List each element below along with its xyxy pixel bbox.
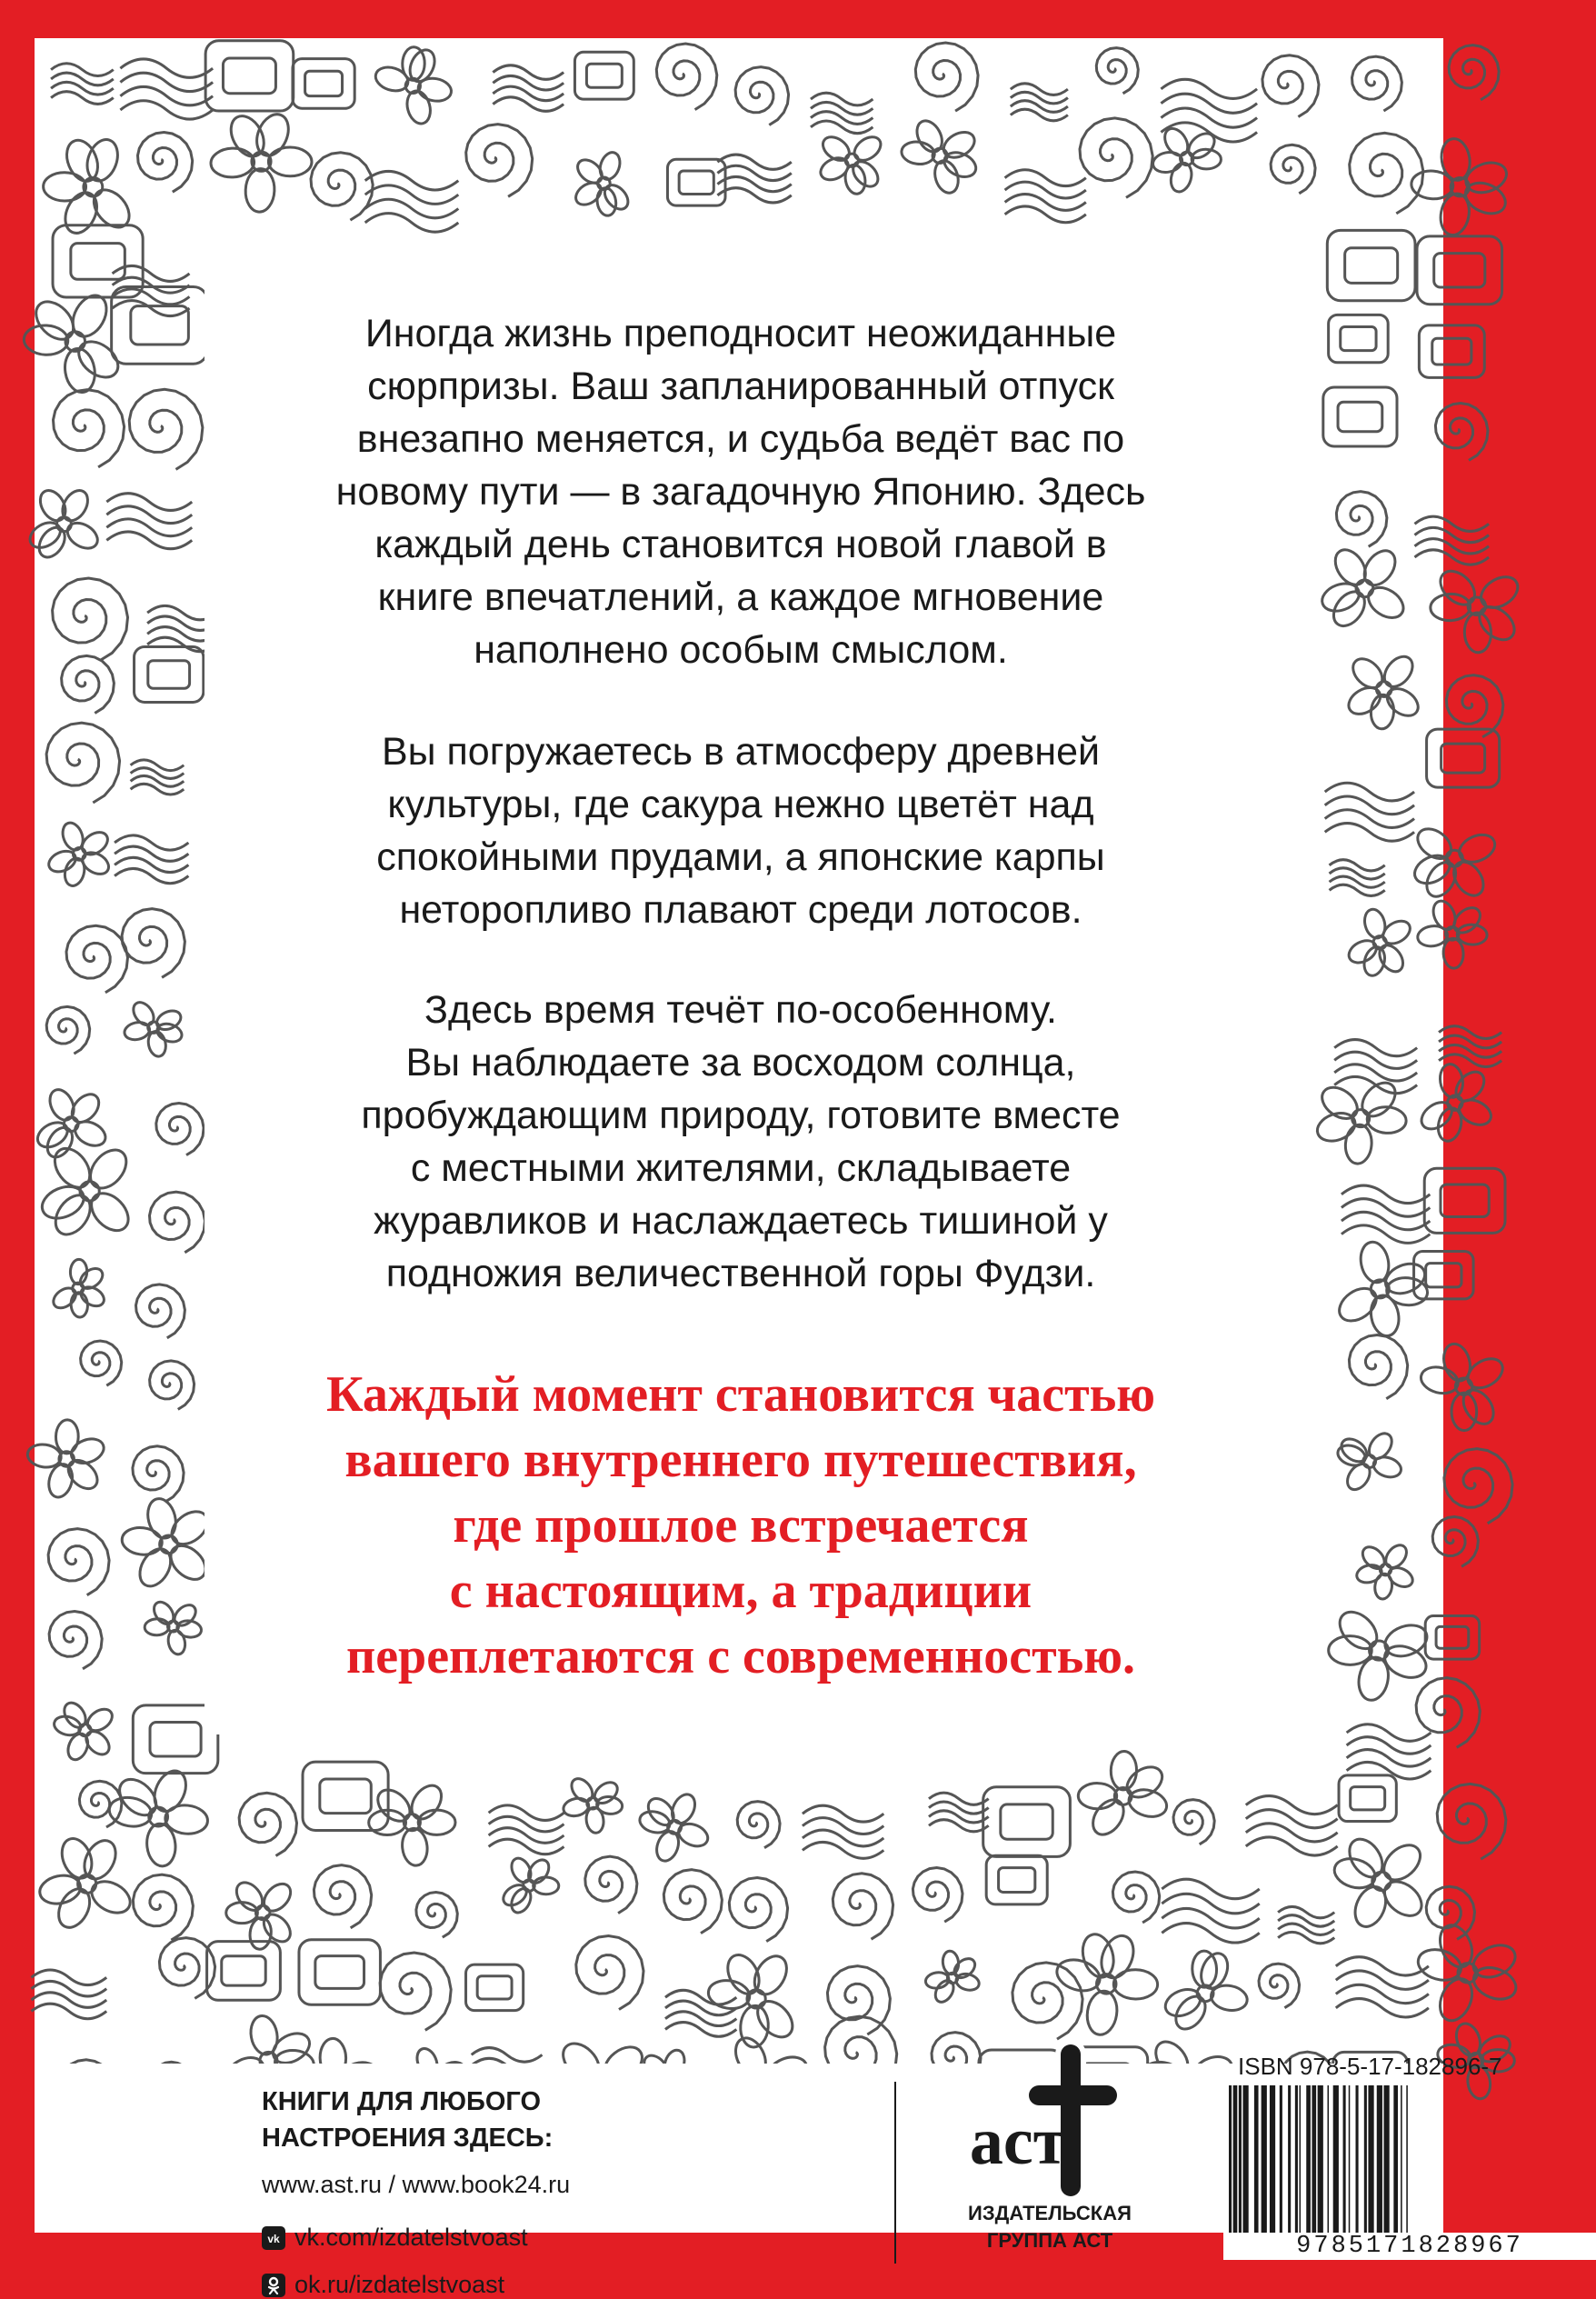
barcode-bar [1333,2085,1339,2251]
tagline-line: НАСТРОЕНИЯ ЗДЕСЬ: [262,2124,554,2153]
barcode-bar [1343,2085,1346,2251]
text-line: подножия величественной горы Фудзи. [385,1252,1096,1295]
description-paragraph-2 [204,725,1277,936]
text-line: внезапно меняется, и судьба ведёт вас по [356,417,1125,461]
barcode-bar [1349,2085,1351,2251]
text-line: культуры, где сакура нежно цветёт над [387,783,1094,826]
barcode-bar [1328,2085,1330,2251]
text-line: неторопливо плавают среди лотосов. [399,888,1082,932]
description-panel [204,235,1277,1734]
footer-divider [894,2082,896,2264]
text-line: новому пути — в загадочную Японию. Здесь [335,470,1146,514]
publisher-name [936,2200,1163,2254]
barcode-bar [1312,2085,1316,2251]
text-line: Вы наблюдаете за восходом солнца, [405,1041,1076,1085]
barcode-bar [1280,2085,1282,2251]
text-line: сюрпризы. Ваш запланированный отпуск [367,365,1114,408]
barcode-bar [1356,2085,1359,2251]
accent-line: вашего внутреннего путешествия, [344,1432,1137,1488]
text-line: каждый день становится новой главой в [374,523,1107,566]
accent-quote [204,1362,1277,1689]
text-line: Вы погружаетесь в атмосферу древней [381,730,1101,774]
barcode-bar [1270,2085,1275,2251]
barcode-bar [1239,2085,1242,2251]
ok-icon [262,2274,285,2297]
accent-line: Каждый момент становится частью [325,1366,1156,1423]
text-line: журавликов и наслаждаетесь тишиной у [374,1199,1108,1243]
barcode-bar [1288,2085,1291,2251]
vk-link[interactable] [262,2224,528,2252]
barcode-bar [1243,2085,1249,2251]
text-line: спокойными прудами, а японские карпы [376,835,1105,879]
vk-icon [262,2226,285,2250]
barcode-bar [1401,2085,1402,2251]
barcode-bar [1368,2085,1373,2251]
barcode-bar [1384,2085,1390,2251]
tagline-line: КНИГИ ДЛЯ ЛЮБОГО [262,2087,542,2116]
barcode-bar [1306,2085,1311,2251]
vk-link-text: vk.com/izdatelstvoast [294,2224,528,2251]
accent-line: где прошлое встречается [453,1497,1029,1554]
text-line: Здесь время течёт по-особенному. [424,988,1057,1032]
barcode-bar [1364,2085,1367,2251]
footer-panel [35,2053,1523,2298]
ast-logo-text: аст [969,2104,1067,2179]
text-line: книге впечатлений, а каждое мгновение [377,575,1104,619]
text-line: с местными жителями, складываете [410,1146,1072,1190]
description-paragraph-1 [204,307,1277,676]
barcode-bar [1300,2085,1302,2251]
accent-line: переплетаются с современностью. [345,1628,1136,1684]
publisher-line: ИЗДАТЕЛЬСКАЯ [968,2202,1132,2224]
isbn-label: ISBN 978-5-17-182896-7 [1238,2053,1502,2080]
ok-link-text: ok.ru/izdatelstvoast [294,2271,505,2298]
text-line: наполнено особым смыслом. [474,628,1008,672]
barcode-bar [1393,2085,1398,2251]
description-paragraph-3 [204,984,1277,1300]
barcode-bar [1295,2085,1298,2251]
barcode-bar [1318,2085,1323,2251]
publisher-line: ГРУППА АСТ [986,2229,1113,2252]
text-line: Иногда жизнь преподносит неожиданные [364,312,1117,355]
barcode-bar [1254,2085,1259,2251]
website-links[interactable]: www.ast.ru / www.book24.ru [262,2171,571,2198]
barcode-bar [1377,2085,1382,2251]
barcode-bar [1262,2085,1267,2251]
ast-logo [962,2027,1152,2200]
svg-text:vk: vk [267,2232,280,2245]
text-line: пробуждающим природу, готовите вместе [361,1094,1121,1137]
footer-tagline [262,2084,553,2156]
ok-link[interactable] [262,2271,504,2299]
barcode-digits: 9785171828967 [1223,2233,1596,2260]
accent-line: с настоящим, а традиции [449,1563,1032,1619]
